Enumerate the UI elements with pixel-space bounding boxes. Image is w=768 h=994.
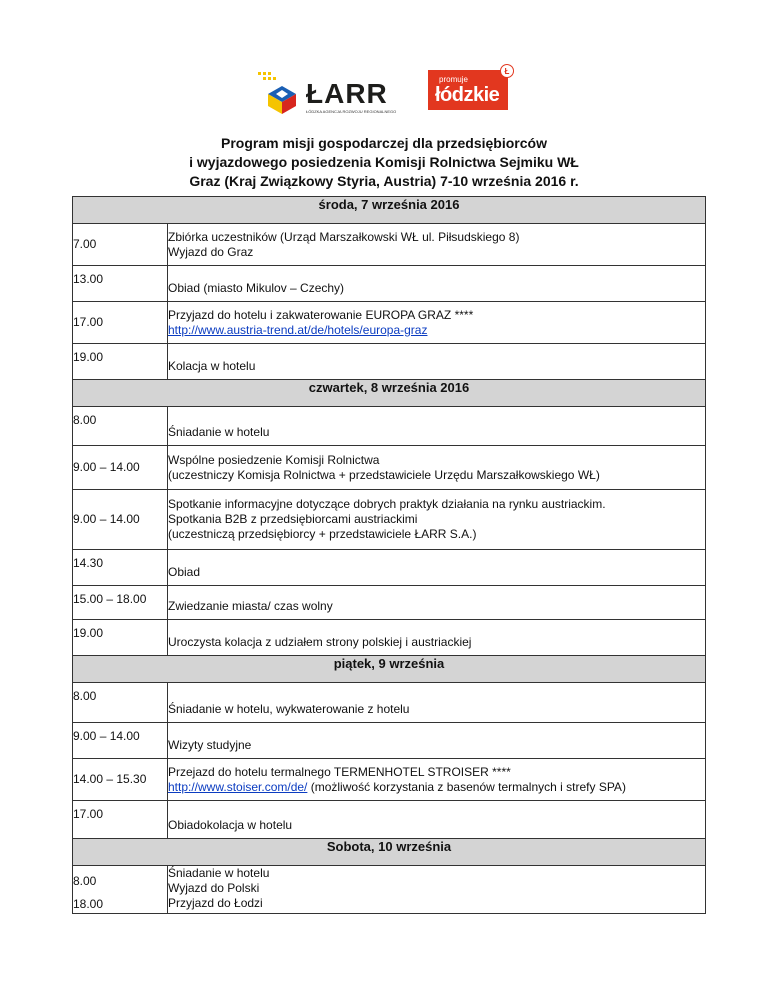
day-header: Sobota, 10 września — [73, 839, 706, 866]
desc-line: Przyjazd do Łodzi — [168, 896, 263, 910]
day-header-row — [73, 839, 706, 866]
time-cell: 13.00 — [73, 266, 168, 302]
title-line-2: i wyjazdowego posiedzenia Komisji Rolnictwa Sejmiku WŁ — [189, 154, 579, 170]
table-row — [73, 866, 706, 914]
day-header-row — [73, 656, 706, 683]
desc-cell — [168, 302, 706, 344]
title-line-3: Graz (Kraj Związkowy Styria, Austria) 7-10 września 2016 r. — [189, 173, 579, 189]
desc-line: Śniadanie w hotelu, wykwaterowanie z hotelu — [168, 702, 410, 716]
day-header: piątek, 9 września — [73, 656, 706, 683]
lodzkie-badge-icon: Ł — [500, 64, 514, 78]
hotel-link[interactable]: http://www.austria-trend.at/de/hotels/europa-graz — [168, 322, 428, 337]
time-cell: 17.00 — [73, 801, 168, 839]
time-cell: 7.00 — [73, 224, 168, 266]
desc-line: Śniadanie w hotelu — [168, 425, 270, 439]
desc-cell — [168, 446, 706, 490]
desc-cell — [168, 586, 706, 620]
desc-cell — [168, 407, 706, 446]
desc-cell — [168, 801, 706, 839]
desc-line: Uroczysta kolacja z udziałem strony polskiej i austriackiej — [168, 635, 472, 649]
table-row — [73, 801, 706, 839]
desc-line: Obiadokolacja w hotelu — [168, 818, 293, 832]
desc-cell — [168, 620, 706, 656]
table-row — [73, 490, 706, 550]
larr-name: ŁARR — [306, 78, 388, 109]
desc-line: Obiad — [168, 565, 201, 579]
day-header: czwartek, 8 września 2016 — [73, 380, 706, 407]
table-row — [73, 224, 706, 266]
day-header-row — [73, 197, 706, 224]
desc-line: Kolacja w hotelu — [168, 359, 256, 373]
table-row — [73, 723, 706, 759]
desc-line: Śniadanie w hotelu — [168, 866, 270, 880]
table-row — [73, 620, 706, 656]
desc-line-suffix: (możliwość korzystania z basenów termalnych i strefy SPA) — [307, 779, 626, 794]
table-row — [73, 759, 706, 801]
hotel-link[interactable]: http://www.stoiser.com/de/ — [168, 779, 308, 794]
desc-line: Obiad (miasto Mikulov – Czechy) — [168, 281, 345, 295]
desc-cell — [168, 683, 706, 723]
larr-cube-icon — [256, 68, 304, 116]
table-row — [73, 407, 706, 446]
desc-cell — [168, 866, 706, 914]
time-cell: 8.00 — [73, 407, 168, 446]
time-cell: 14.30 — [73, 550, 168, 586]
time-cell: 9.00 – 14.00 — [73, 723, 168, 759]
lodzkie-small-text: promuje — [439, 75, 468, 84]
time-cell: 19.00 — [73, 344, 168, 380]
desc-cell — [168, 759, 706, 801]
desc-line: (uczestniczy Komisja Rolnictwa + przedstawiciele Urzędu Marszałkowskiego WŁ) — [168, 467, 600, 482]
time-line: 18.00 — [73, 897, 104, 911]
day-header: środa, 7 września 2016 — [73, 197, 706, 224]
program-table — [72, 196, 706, 914]
logo-bar — [0, 68, 768, 118]
time-cell: 9.00 – 14.00 — [73, 490, 168, 550]
desc-line: Wizyty studyjne — [168, 738, 252, 752]
desc-cell — [168, 224, 706, 266]
larr-subtitle: ŁÓDZKA AGENCJA ROZWOJU REGIONALNEGO — [306, 109, 397, 114]
desc-cell — [168, 723, 706, 759]
time-cell: 14.00 – 15.30 — [73, 759, 168, 801]
desc-line: Spotkanie informacyjne dotyczące dobrych praktyk działania na rynku austriackim. — [168, 497, 606, 511]
lodzkie-big-text: łódzkie — [435, 84, 500, 106]
larr-logo — [256, 68, 416, 118]
table-row — [73, 266, 706, 302]
title-line-1: Program misji gospodarczej dla przedsiębiorców — [221, 135, 547, 151]
time-cell: 9.00 – 14.00 — [73, 446, 168, 490]
table-row — [73, 550, 706, 586]
desc-line: Przejazd do hotelu termalnego TERMENHOTEL STROISER **** — [168, 764, 511, 779]
time-cell: 8.00 — [73, 683, 168, 723]
desc-line: Zwiedzanie miasta/ czas wolny — [168, 599, 333, 613]
table-row — [73, 302, 706, 344]
desc-cell — [168, 550, 706, 586]
time-cell: 15.00 – 18.00 — [73, 586, 168, 620]
desc-line: Spotkania B2B z przedsiębiorcami austriackimi — [168, 512, 418, 526]
desc-cell — [168, 344, 706, 380]
lodzkie-logo — [428, 70, 508, 110]
table-row — [73, 446, 706, 490]
time-line: 8.00 — [73, 874, 97, 888]
desc-line: Wyjazd do Polski — [168, 881, 260, 895]
document-title — [0, 134, 768, 191]
desc-cell — [168, 266, 706, 302]
desc-line: (uczestniczą przedsiębiorcy + przedstawiciele ŁARR S.A.) — [168, 527, 477, 541]
time-cell: 17.00 — [73, 302, 168, 344]
table-row — [73, 683, 706, 723]
desc-cell — [168, 490, 706, 550]
desc-line: Zbiórka uczestników (Urząd Marszałkowski WŁ ul. Piłsudskiego 8) — [168, 229, 520, 244]
desc-line: Przyjazd do hotelu i zakwaterowanie EUROPA GRAZ **** — [168, 307, 474, 322]
desc-line: Wspólne posiedzenie Komisji Rolnictwa — [168, 452, 380, 467]
desc-line: Wyjazd do Graz — [168, 244, 254, 259]
time-cell — [73, 866, 168, 914]
table-row — [73, 586, 706, 620]
time-cell: 19.00 — [73, 620, 168, 656]
table-row — [73, 344, 706, 380]
day-header-row — [73, 380, 706, 407]
